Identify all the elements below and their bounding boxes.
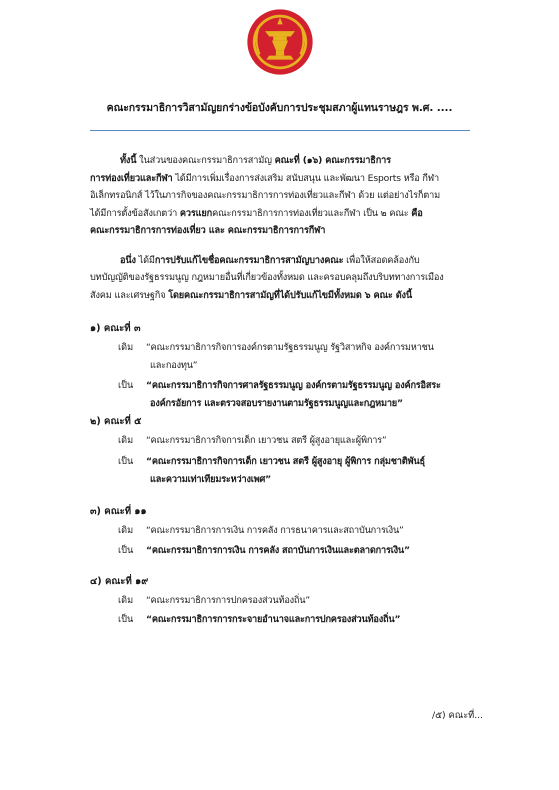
item-2-new-line1: “คณะกรรมาธิการกิจการเด็ก เยาวชน สตรี ผู้สูงอายุ ผู้พิการ กลุ่มชาติพันธุ์ — [146, 456, 425, 467]
item-2-new-label: เป็น — [118, 456, 134, 467]
para2-line1 — [90, 253, 468, 268]
para1-line5: คณะกรรมาธิการการท่องเที่ยว และ คณะกรรมาธิการการกีฬา — [90, 225, 326, 236]
para1-lead: ทั้งนี้ — [120, 155, 137, 166]
item-1-old-line1: “คณะกรรมาธิการกิจการองค์กรตามรัฐธรรมนูญ รัฐวิสาหกิจ องค์การมหาชน — [146, 342, 434, 353]
para1-l2-bold: การท่องเที่ยวและกีฬา — [90, 173, 173, 184]
para1-l2-text: ได้มีการเพิ่มเรื่องการส่งเสริม สนับสนุน และพัฒนา Esports หรือ กีฬา — [172, 173, 439, 184]
para2-l1-bold: การปรับแก้ไขชื่อคณะกรรมาธิการสามัญบางคณะ — [154, 255, 344, 266]
item-2-new-line2: และความเท่าเทียมระหว่างเพศ” — [150, 474, 271, 485]
item-4-old-label: เดิม — [118, 595, 134, 606]
para1-l4-text: ได้มีการตั้งข้อสังเกตว่า — [90, 208, 180, 219]
para2-l1-text: ได้มี — [135, 255, 155, 266]
para1-l4-text2: คณะกรรมาธิการการท่องเที่ยวและกีฬา เป็น ๒ คณะ — [212, 208, 412, 219]
para1-line2 — [90, 171, 468, 186]
item-1-new-label: เป็น — [118, 380, 134, 391]
item-3-new-line1: “คณะกรรมาธิการการเงิน การคลัง สถาบันการเงินและตลาดการเงิน” — [146, 545, 410, 556]
para2-line2: บทบัญญัติของรัฐธรรมนูญ กฎหมายอื่นที่เกี่ยวข้องทั้งหมด และครอบคลุมถึงบริบททางการเมือง — [90, 272, 444, 283]
item-4-new-label: เป็น — [118, 614, 134, 625]
para2-lead: อนึ่ง — [120, 255, 136, 266]
item-1-old-line2: และกองทุน” — [150, 360, 198, 371]
item-2-heading: ๒) คณะที่ ๕ — [90, 416, 142, 427]
para1-l1-text: ในส่วนของคณะกรรมาธิการสามัญ — [136, 155, 275, 166]
item-1-old-label: เดิม — [118, 342, 134, 353]
para1-line3: อิเล็กทรอนิกส์ ไว้ในภารกิจของคณะกรรมาธิการการท่องเที่ยวและกีฬา ด้วย แต่อย่างไรก็ตาม — [90, 190, 441, 201]
item-2-old-label: เดิม — [118, 435, 134, 446]
para2-l1-text2: เพื่อให้สอดคล้องกับ — [343, 255, 420, 266]
para2-l3-bold: โดยคณะกรรมาธิการสามัญที่ได้ปรับแก้ไขมีทั้งหมด ๖ คณะ ดังนี้ — [168, 290, 412, 301]
para1-line4 — [90, 206, 468, 221]
item-4-heading: ๔) คณะที่ ๑๙ — [90, 576, 149, 587]
item-3-new-label: เป็น — [118, 545, 134, 556]
document-title: คณะกรรมาธิการวิสามัญยกร่างข้อบังคับการประชุมสภาผู้แทนราษฎร พ.ศ. .... — [106, 102, 453, 114]
item-1-new-line1: “คณะกรรมาธิการกิจการศาลรัฐธรรมนูญ องค์กรตามรัฐธรรมนูญ องค์กรอิสระ — [146, 380, 441, 391]
item-2-old-line1: “คณะกรรมาธิการกิจการเด็ก เยาวชน สตรี ผู้สูงอายุและผู้พิการ” — [146, 435, 387, 446]
para1-l1-bold: คณะที่ (๑๖) คณะกรรมาธิการ — [274, 155, 391, 166]
para1-l4-bold2: คือ — [411, 208, 423, 219]
item-4-new-line1: “คณะกรรมาธิการการกระจายอำนาจและการปกครองส่วนท้องถิ่น” — [146, 614, 401, 625]
item-4-old-line1: “คณะกรรมาธิการการปกครองส่วนท้องถิ่น” — [146, 595, 310, 606]
parliament-emblem-icon — [246, 8, 314, 76]
item-3-old-label: เดิม — [118, 525, 134, 536]
para2-line3 — [90, 288, 468, 303]
item-3-heading: ๓) คณะที่ ๑๑ — [90, 506, 147, 517]
item-1-new-line2: องค์กรอัยการ และตรวจสอบรายงานตามรัฐธรรมนูญและกฎหมาย” — [150, 398, 403, 409]
item-1-heading: ๑) คณะที่ ๓ — [90, 323, 141, 334]
page-continuation: /๕) คณะที่... — [432, 710, 483, 721]
para1-line1 — [90, 153, 468, 168]
title-divider — [90, 130, 470, 131]
para1-l4-bold1: ควรแยก — [179, 208, 213, 219]
para2-l3-text: สังคม และเศรษฐกิจ — [90, 290, 169, 301]
item-3-old-line1: “คณะกรรมาธิการการเงิน การคลัง การธนาคารและสถาบันการเงิน” — [146, 525, 404, 536]
